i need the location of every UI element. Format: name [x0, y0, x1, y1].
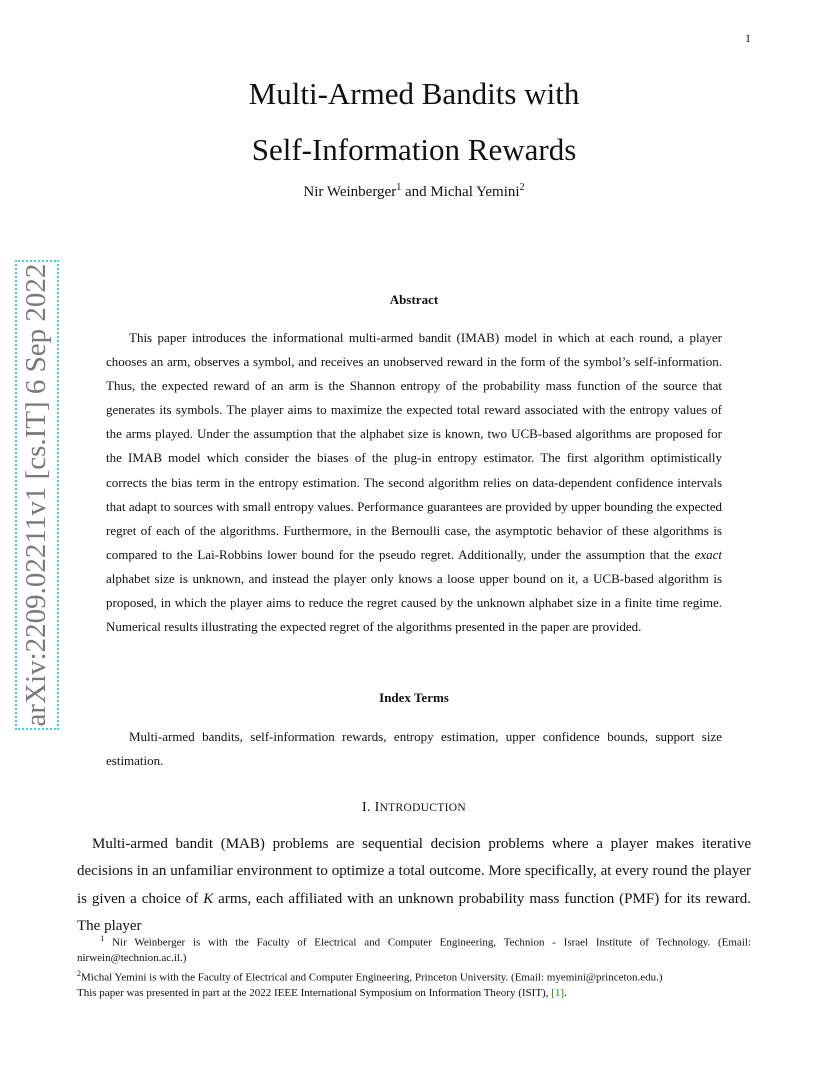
footnote-1-text: Nir Weinberger is with the Faculty of Electrical and Computer Engineering, Technion - Israel Institute of Technology. (Email: nirwein@technion.ac.il.) — [77, 936, 752, 964]
abstract-emphasis: exact — [694, 546, 722, 562]
author-line — [0, 182, 828, 201]
footnote-1 — [77, 931, 751, 966]
footnote-3 — [77, 986, 751, 1001]
footnote-1-mark: 1 — [100, 934, 105, 943]
author-affiliation-mark-1[interactable]: 1 — [396, 182, 402, 193]
author-name-2: Michal Yemini — [430, 184, 520, 200]
footnotes — [77, 931, 751, 1001]
introduction-paragraph — [77, 831, 751, 941]
introduction-body — [77, 831, 751, 941]
citation-link-1[interactable]: [1] — [551, 986, 565, 999]
intro-text-2: arms, each affiliated with an unknown probability mass function (PMF) for its reward. The player — [77, 890, 751, 935]
intro-variable-k: K — [203, 890, 214, 907]
footnote-2-text: Michal Yemini is with the Faculty of Electrical and Computer Engineering, Princeton University. (Email: myemini@princeton.edu.) — [81, 971, 663, 984]
author-name-1: Nir Weinberger — [303, 184, 397, 200]
paper-title — [0, 66, 828, 178]
abstract-paragraph — [106, 326, 722, 639]
abstract-body — [106, 326, 722, 639]
abstract-heading: Abstract — [389, 292, 439, 307]
section-number: I. — [362, 800, 375, 815]
author-affiliation-mark-2[interactable]: 2 — [519, 182, 525, 193]
intro-text-1: Multi-armed bandit (MAB) problems are sequential decision problems where a player makes iterative decisions in an unfamiliar environment to optimize a total outcome. More specifically, at every round the player is given a choice of — [77, 836, 751, 907]
index-terms-body — [106, 725, 722, 773]
arxiv-identifier-stamp[interactable] — [15, 260, 59, 730]
abstract-text-2: alphabet size is unknown, and instead the player only knows a loose upper bound on it, a UCB-based algorithm is proposed, in which the player aims to reduce the regret caused by the unknown alphabet size in a finite time regime. Numerical results illustrating the expected regret of the algorithms presented in the paper are provided. — [106, 570, 722, 635]
abstract-text-1: This paper introduces the informational multi-armed bandit (IMAB) model in which at each round, a player chooses an arm, observes a symbol, and receives an unobserved reward in the form of the symbol’s self-information. Thus, the expected reward of an arm is the Shannon entropy of the probability mass function of the source that generates its symbols. The player aims to maximize the expected total reward associated with the entropy values of the arms played. Under the assumption that the alphabet size is known, two UCB-based algorithms are proposed for the IMAB model which consider the biases of the plug-in entropy estimator. The first algorithm optimistically corrects the bias term in the entropy estimation. The second algorithm relies on data-dependent confidence intervals that adapt to sources with small entropy values. Performance guarantees are provided by upper bounding the expected regret of each of the algorithms. Furthermore, in the Bernoulli case, the asymptotic behavior of these algorithms is compared to the Lai-Robbins lower bound for the pseudo regret. Additionally, under the assumption that the — [106, 330, 722, 562]
footnote-3-text: This paper was presented in part at the 2022 IEEE International Symposium on Information Theory (ISIT), — [77, 986, 552, 999]
arxiv-identifier-text: arXiv:2209.02211v1 [cs.IT] 6 Sep 2022 — [20, 263, 52, 727]
author-conjunction: and — [401, 184, 431, 200]
footnote-2 — [77, 966, 751, 986]
section-title-initial: I — [374, 800, 380, 815]
index-terms-text: Multi-armed bandits, self-information rewards, entropy estimation, upper confidence bounds, support size estimation. — [106, 729, 722, 768]
title-line-2: Self-Information Rewards — [251, 132, 577, 167]
page-number: 1 — [745, 31, 751, 45]
title-line-1: Multi-Armed Bandits with — [248, 76, 580, 111]
footnote-2-mark: 2 — [77, 969, 81, 979]
section-heading-introduction — [0, 800, 828, 816]
footnote-3-end: . — [564, 986, 567, 999]
index-terms-heading: Index Terms — [379, 690, 449, 705]
section-title-rest: NTRODUCTION — [379, 802, 466, 814]
